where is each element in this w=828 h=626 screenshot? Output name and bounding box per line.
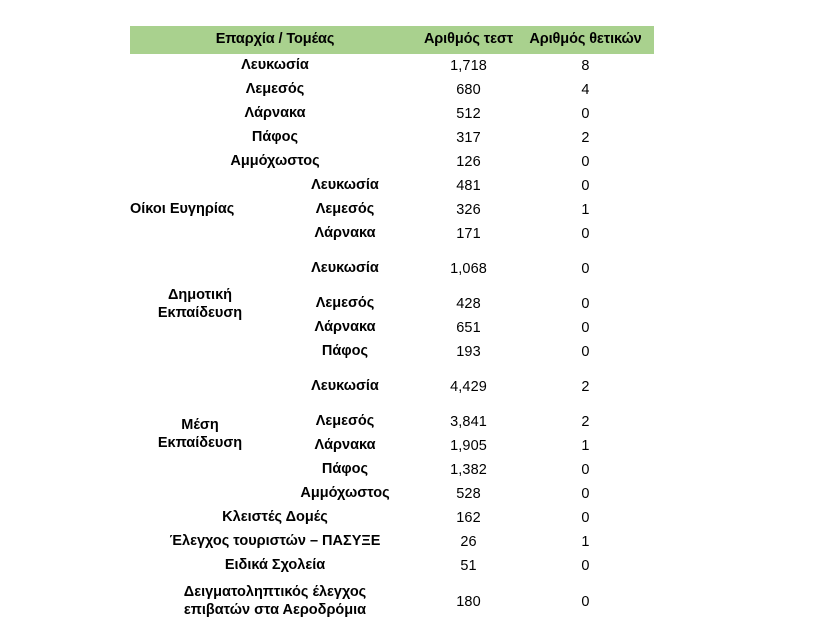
row-label: Πάφος: [321, 460, 369, 477]
row-label: Λεμεσός: [315, 200, 375, 217]
cell-positives: 0: [581, 343, 590, 360]
cell-positives: 0: [581, 105, 590, 122]
row-label: Λεμεσός: [245, 80, 305, 97]
cell-tests: 481: [456, 177, 481, 194]
row-label: Λάρνακα: [244, 104, 306, 121]
cell-tests: 4,429: [450, 378, 487, 395]
cell-positives: 1: [581, 437, 590, 454]
cell-positives: 1: [581, 533, 590, 550]
row-label-line: Δειγματοληπτικός έλεγχος: [183, 584, 367, 601]
table-header: [130, 26, 654, 54]
cell-tests: 1,068: [450, 260, 487, 277]
table-body: [130, 54, 654, 626]
group-label-line: Δημοτική: [167, 286, 233, 303]
cell-positives: 0: [581, 509, 590, 526]
row-label-line: επιβατών στα Αεροδρόμια: [183, 601, 367, 618]
row-label: Λεμεσός: [315, 412, 375, 429]
row-label: Αμμόχωστος: [300, 484, 390, 501]
group-label: [130, 364, 270, 506]
cell-tests: 1,382: [450, 461, 487, 478]
cell-positives: 0: [581, 153, 590, 170]
table-row: [130, 554, 654, 578]
cell-positives: 0: [581, 319, 590, 336]
table-header-row: [130, 26, 654, 54]
cell-positives: 0: [581, 557, 590, 574]
cell-positives: 4: [581, 81, 590, 98]
cell-tests: 528: [456, 485, 481, 502]
cell-tests: 26: [460, 533, 477, 550]
table-row: [130, 102, 654, 126]
cell-tests: 126: [456, 153, 481, 170]
row-label: [130, 578, 420, 626]
table-row: [130, 530, 654, 554]
table-container: [130, 26, 654, 626]
table-row: [130, 126, 654, 150]
group-label-line: Εκπαίδευση: [157, 304, 243, 321]
table-row: [130, 506, 654, 530]
group-label: [130, 246, 270, 364]
group-label-line: Εκπαίδευση: [157, 434, 243, 451]
cell-tests: 1,905: [450, 437, 487, 454]
row-label: Λάρνακα: [314, 436, 376, 453]
group-label-line: Μέση: [181, 416, 219, 433]
cell-tests: 193: [456, 343, 481, 360]
row-label: Λεμεσός: [315, 294, 375, 311]
row-label: Πάφος: [251, 128, 299, 145]
cell-tests: 162: [456, 509, 481, 526]
cell-positives: 0: [581, 593, 590, 610]
row-label: Λευκωσία: [241, 56, 309, 73]
cell-tests: 326: [456, 201, 481, 218]
tests-table: [130, 26, 654, 626]
cell-positives: 0: [581, 485, 590, 502]
row-label: Λάρνακα: [314, 318, 376, 335]
cell-positives: 2: [581, 413, 590, 430]
column-header-positives: Αριθμός θετικών: [517, 26, 654, 54]
cell-positives: 0: [581, 225, 590, 242]
table-row: [130, 246, 654, 292]
cell-tests: 317: [456, 129, 481, 146]
cell-positives: 2: [581, 378, 590, 395]
cell-positives: 0: [581, 461, 590, 478]
group-label: Οίκοι Ευγηρίας: [130, 200, 235, 217]
cell-positives: 0: [581, 177, 590, 194]
cell-tests: 680: [456, 81, 481, 98]
row-label: Λάρνακα: [314, 224, 376, 241]
table-row: [130, 150, 654, 174]
row-label: Λευκωσία: [311, 259, 379, 276]
column-header-area: Επαρχία / Τομέας: [130, 26, 420, 54]
row-label: Αμμόχωστος: [230, 152, 320, 169]
row-label: Ειδικά Σχολεία: [224, 556, 326, 573]
cell-tests: 428: [456, 295, 481, 312]
row-label: Έλεγχος τουριστών – ΠΑΣΥΞΕ: [169, 532, 381, 549]
table-row: [130, 578, 654, 626]
cell-positives: 0: [581, 260, 590, 277]
column-header-tests: Αριθμός τεστ: [420, 26, 517, 54]
cell-tests: 1,718: [450, 57, 487, 74]
cell-tests: 512: [456, 105, 481, 122]
cell-tests: 51: [460, 557, 477, 574]
row-label: Λευκωσία: [311, 377, 379, 394]
cell-positives: 2: [581, 129, 590, 146]
cell-tests: 3,841: [450, 413, 487, 430]
row-label: Κλειστές Δομές: [222, 508, 328, 525]
table-row: [130, 54, 654, 78]
cell-positives: 1: [581, 201, 590, 218]
cell-tests: 180: [456, 593, 481, 610]
row-label: Λευκωσία: [311, 176, 379, 193]
cell-positives: 0: [581, 295, 590, 312]
table-row: [130, 174, 654, 198]
table-row: [130, 78, 654, 102]
cell-positives: 8: [581, 57, 590, 74]
cell-tests: 171: [456, 225, 481, 242]
row-label: Πάφος: [321, 342, 369, 359]
table-row: [130, 364, 654, 410]
cell-tests: 651: [456, 319, 481, 336]
